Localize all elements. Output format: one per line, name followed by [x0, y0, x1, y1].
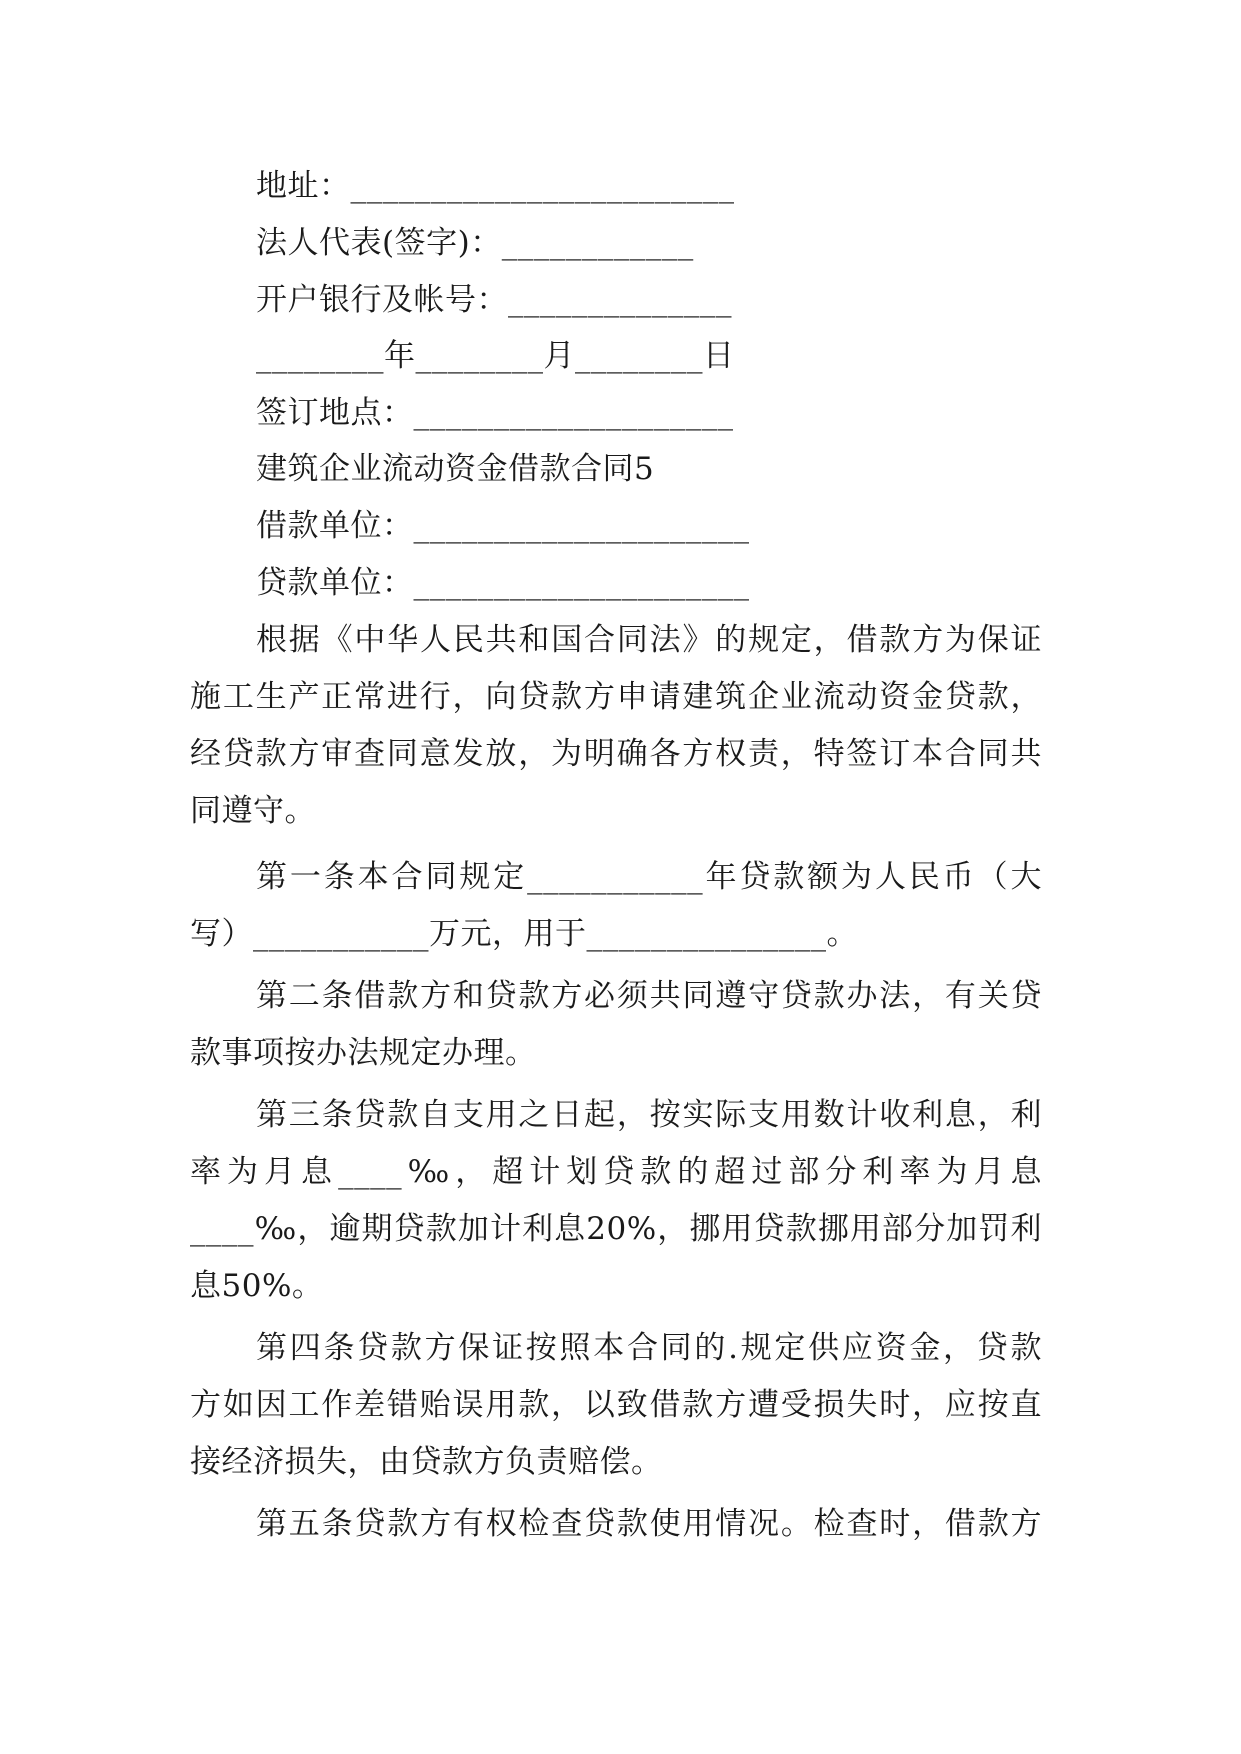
article-1-line: 第一条本合同规定___________年贷款额为人民币（大: [256, 859, 1042, 895]
borrower-line: 借款单位：_____________________: [256, 508, 750, 544]
article-2-line: 第二条借款方和贷款方必须共同遵守贷款办法，有关贷: [256, 978, 1042, 1014]
article-4-line: 接经济损失，由贷款方负责赔偿。: [190, 1444, 663, 1480]
article-5-line: 第五条贷款方有权检查贷款使用情况。检查时，借款方: [256, 1506, 1042, 1542]
contract-title: 建筑企业流动资金借款合同5: [256, 451, 655, 487]
address-line: 地址：________________________: [256, 168, 735, 204]
bank-account-line: 开户银行及帐号：______________: [256, 282, 732, 318]
signing-place-line: 签订地点：____________________: [256, 395, 734, 431]
article-3-line: 第三条贷款自支用之日起，按实际支用数计收利息，利: [256, 1097, 1042, 1133]
article-3-line: ____‰，逾期贷款加计利息20%，挪用贷款挪用部分加罚利: [190, 1211, 1042, 1247]
paragraph-line: 同遵守。: [190, 793, 316, 829]
article-4-line: 第四条贷款方保证按照本合同的.规定供应资金，贷款: [256, 1330, 1042, 1366]
article-2-line: 款事项按办法规定办理。: [190, 1035, 537, 1071]
lender-line: 贷款单位：_____________________: [256, 565, 750, 601]
article-4-line: 方如因工作差错贻误用款，以致借款方遭受损失时，应按直: [190, 1387, 1042, 1423]
paragraph-line: 施工生产正常进行，向贷款方申请建筑企业流动资金贷款，: [190, 679, 1042, 715]
article-3-line: 率为月息____‰，超计划贷款的超过部分利率为月息: [190, 1154, 1042, 1190]
date-line: ________年________月________日: [256, 338, 735, 374]
paragraph-line: 经贷款方审查同意发放，为明确各方权责，特签订本合同共: [190, 736, 1042, 772]
article-3-line: 息50%。: [190, 1268, 324, 1304]
article-1-line: 写）___________万元，用于_______________。: [190, 916, 858, 952]
paragraph-line: 根据《中华人民共和国合同法》的规定，借款方为保证: [256, 622, 1042, 658]
legal-rep-line: 法人代表(签字)：____________: [256, 225, 694, 261]
